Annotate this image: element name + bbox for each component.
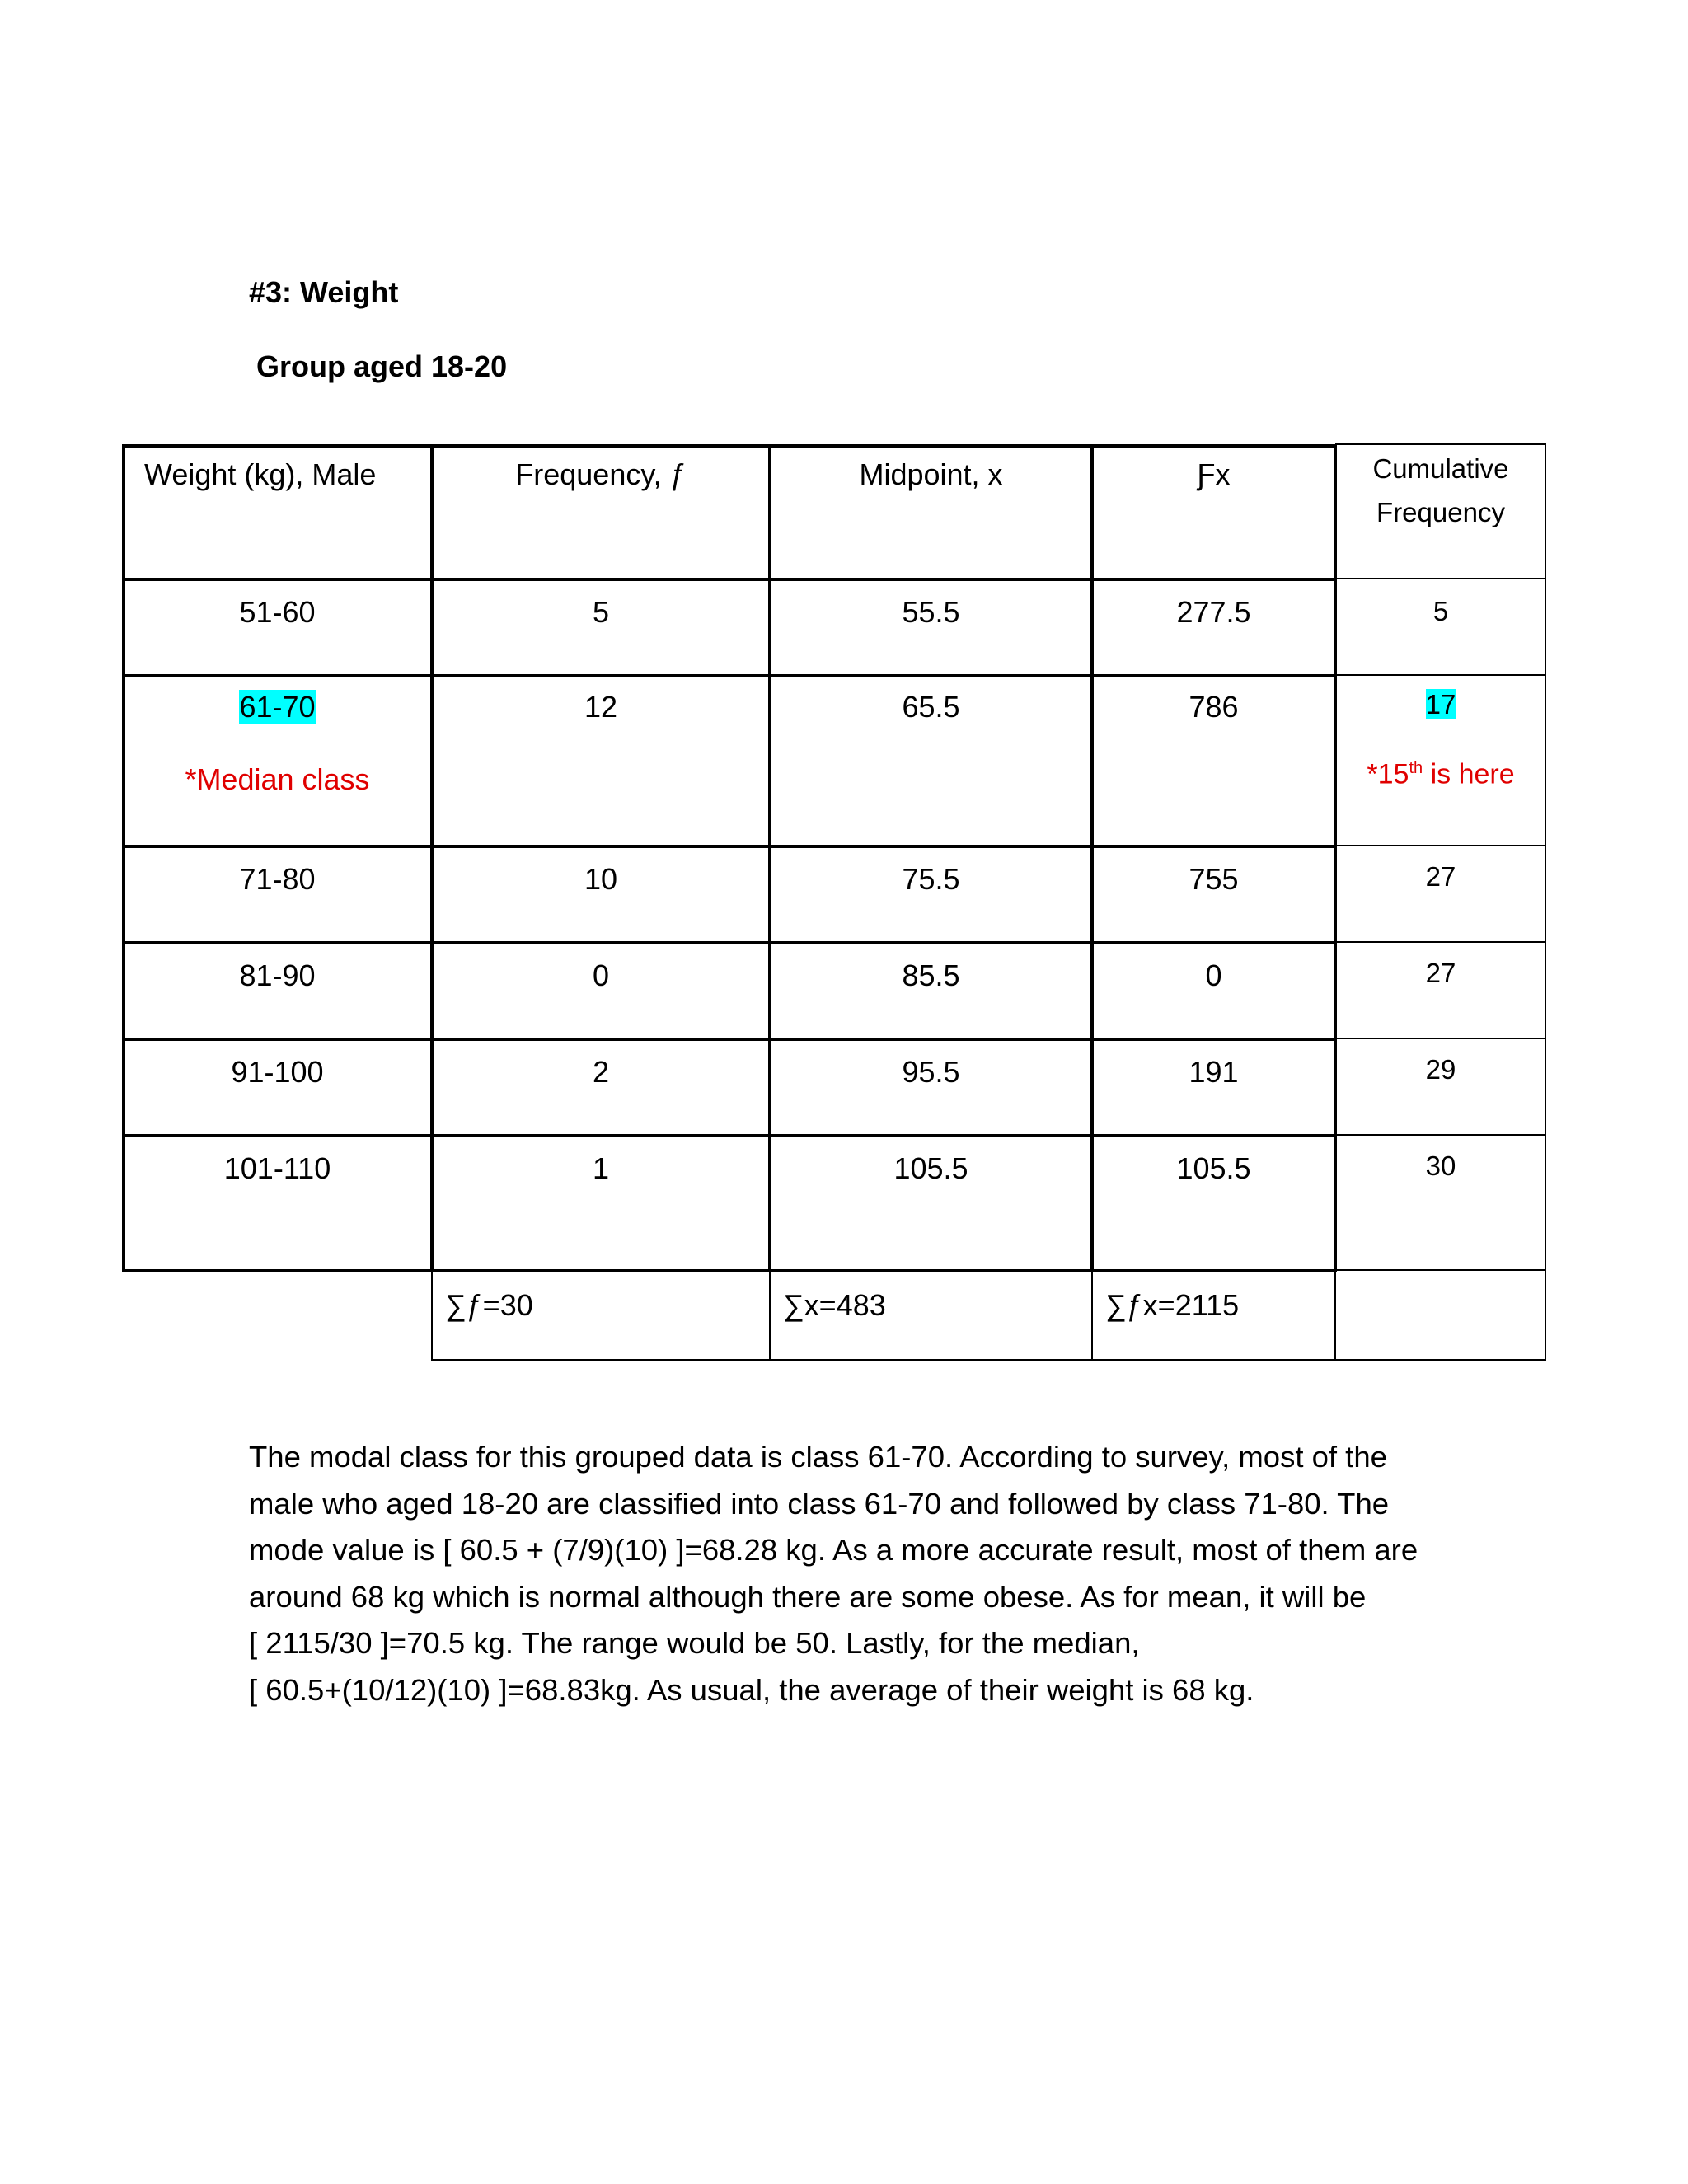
cell-fx: 105.5 (1176, 1151, 1251, 1185)
cell-frequency: 2 (592, 1055, 610, 1089)
total-fx: ∑ƒx=2115 (1105, 1288, 1240, 1322)
cell-fx: 191 (1189, 1055, 1239, 1089)
cell-weight-highlighted: 61-70 (239, 690, 316, 724)
cell-weight: 71-80 (239, 862, 316, 896)
table-border (1334, 1271, 1336, 1361)
cell-midpoint: 55.5 (902, 595, 960, 629)
table-border (431, 1271, 433, 1361)
cell-cumulative: 30 (1425, 1151, 1456, 1181)
total-midpoint: ∑x=483 (783, 1288, 886, 1322)
table-border (122, 674, 1335, 677)
analysis-paragraph (249, 1434, 1452, 1713)
cell-frequency: 10 (584, 862, 618, 896)
table-border (122, 845, 1335, 848)
cell-cumulative: 27 (1425, 958, 1456, 988)
table-border (768, 444, 771, 1272)
cell-weight: 101-110 (223, 1151, 331, 1185)
cumulative-note: *15th is here (1367, 758, 1515, 790)
cell-cumulative-highlighted: 17 (1425, 689, 1456, 719)
table-border (1334, 444, 1337, 1272)
cell-midpoint: 75.5 (902, 862, 960, 896)
header-cumulative: Cumulative Frequency (1372, 453, 1509, 527)
total-cumulative-empty (1335, 1271, 1546, 1361)
table-border (122, 1134, 1335, 1137)
paragraph-line: [ 2115/30 ]=70.5 kg. The range would be 50. Lastly, for the median, (249, 1626, 1140, 1660)
page-title: #3: Weight (249, 275, 399, 309)
paragraph-line: [ 60.5+(10/12)(10) ]=68.83kg. As usual, the average of their weight is 68 kg. (249, 1672, 1254, 1707)
table-border (1335, 1269, 1546, 1271)
table-border (1335, 578, 1546, 579)
table-border (431, 1359, 1546, 1361)
header-weight: Weight (kg), Male (144, 457, 377, 491)
cell-fx: 0 (1205, 958, 1222, 992)
cell-weight: 91-100 (231, 1055, 324, 1089)
header-midpoint: Midpoint, x (859, 457, 1003, 491)
table-row (123, 1039, 1546, 1136)
table-border (1545, 443, 1546, 1361)
table-border (1335, 845, 1546, 846)
table-row (123, 943, 1546, 1039)
table-border (1090, 444, 1094, 1272)
cell-midpoint: 95.5 (902, 1055, 960, 1089)
cell-cumulative: 5 (1432, 596, 1449, 626)
cell-frequency: 1 (592, 1151, 610, 1185)
paragraph-line: male who aged 18-20 are classified into class 61-70 and followed by class 71-80. The (249, 1486, 1390, 1521)
paragraph-line: mode value is [ 60.5 + (7/9)(10) ]=68.28 kg. As a more accurate result, most of them are (249, 1533, 1418, 1567)
group-subtitle: Group aged 18-20 (256, 349, 508, 383)
table-border (1335, 1038, 1546, 1039)
cell-midpoint: 105.5 (893, 1151, 968, 1185)
table-border (122, 1038, 1335, 1041)
cell-weight: 81-90 (239, 958, 316, 992)
cell-midpoint: 65.5 (902, 690, 960, 724)
table-border (1335, 941, 1546, 943)
cell-frequency: 12 (584, 690, 618, 724)
cell-frequency: 5 (592, 595, 610, 629)
median-class-note: *Median class (185, 762, 370, 796)
table-border (1335, 674, 1546, 676)
cell-cumulative: 27 (1425, 861, 1456, 892)
cell-fx: 277.5 (1176, 595, 1251, 629)
table-row (123, 846, 1546, 943)
paragraph-line: around 68 kg which is normal although there are some obese. As for mean, it will be (249, 1579, 1367, 1614)
header-frequency: Frequency, ƒ (515, 457, 687, 491)
total-frequency: ∑ƒ=30 (445, 1288, 533, 1322)
cell-frequency: 0 (592, 958, 610, 992)
cell-fx: 786 (1189, 690, 1239, 724)
table-border (122, 941, 1335, 944)
header-fx: Ƒx (1197, 457, 1231, 491)
table-row (123, 1136, 1546, 1271)
table-border (1335, 443, 1546, 445)
table-border (769, 1271, 771, 1361)
paragraph-line: The modal class for this grouped data is class 61-70. According to survey, most of the (249, 1440, 1387, 1474)
cell-midpoint: 85.5 (902, 958, 960, 992)
cell-cumulative: 29 (1425, 1054, 1456, 1085)
table-border (122, 444, 1335, 448)
cell-weight: 51-60 (239, 595, 316, 629)
cell-fx: 755 (1189, 862, 1239, 896)
table-border (430, 444, 434, 1272)
table-border (122, 1269, 1335, 1272)
table-row-median (123, 676, 1546, 846)
table-row (123, 579, 1546, 676)
table-border (122, 444, 125, 1272)
table-border (1335, 1134, 1546, 1136)
table-border (122, 578, 1335, 581)
table-border (1091, 1271, 1093, 1361)
